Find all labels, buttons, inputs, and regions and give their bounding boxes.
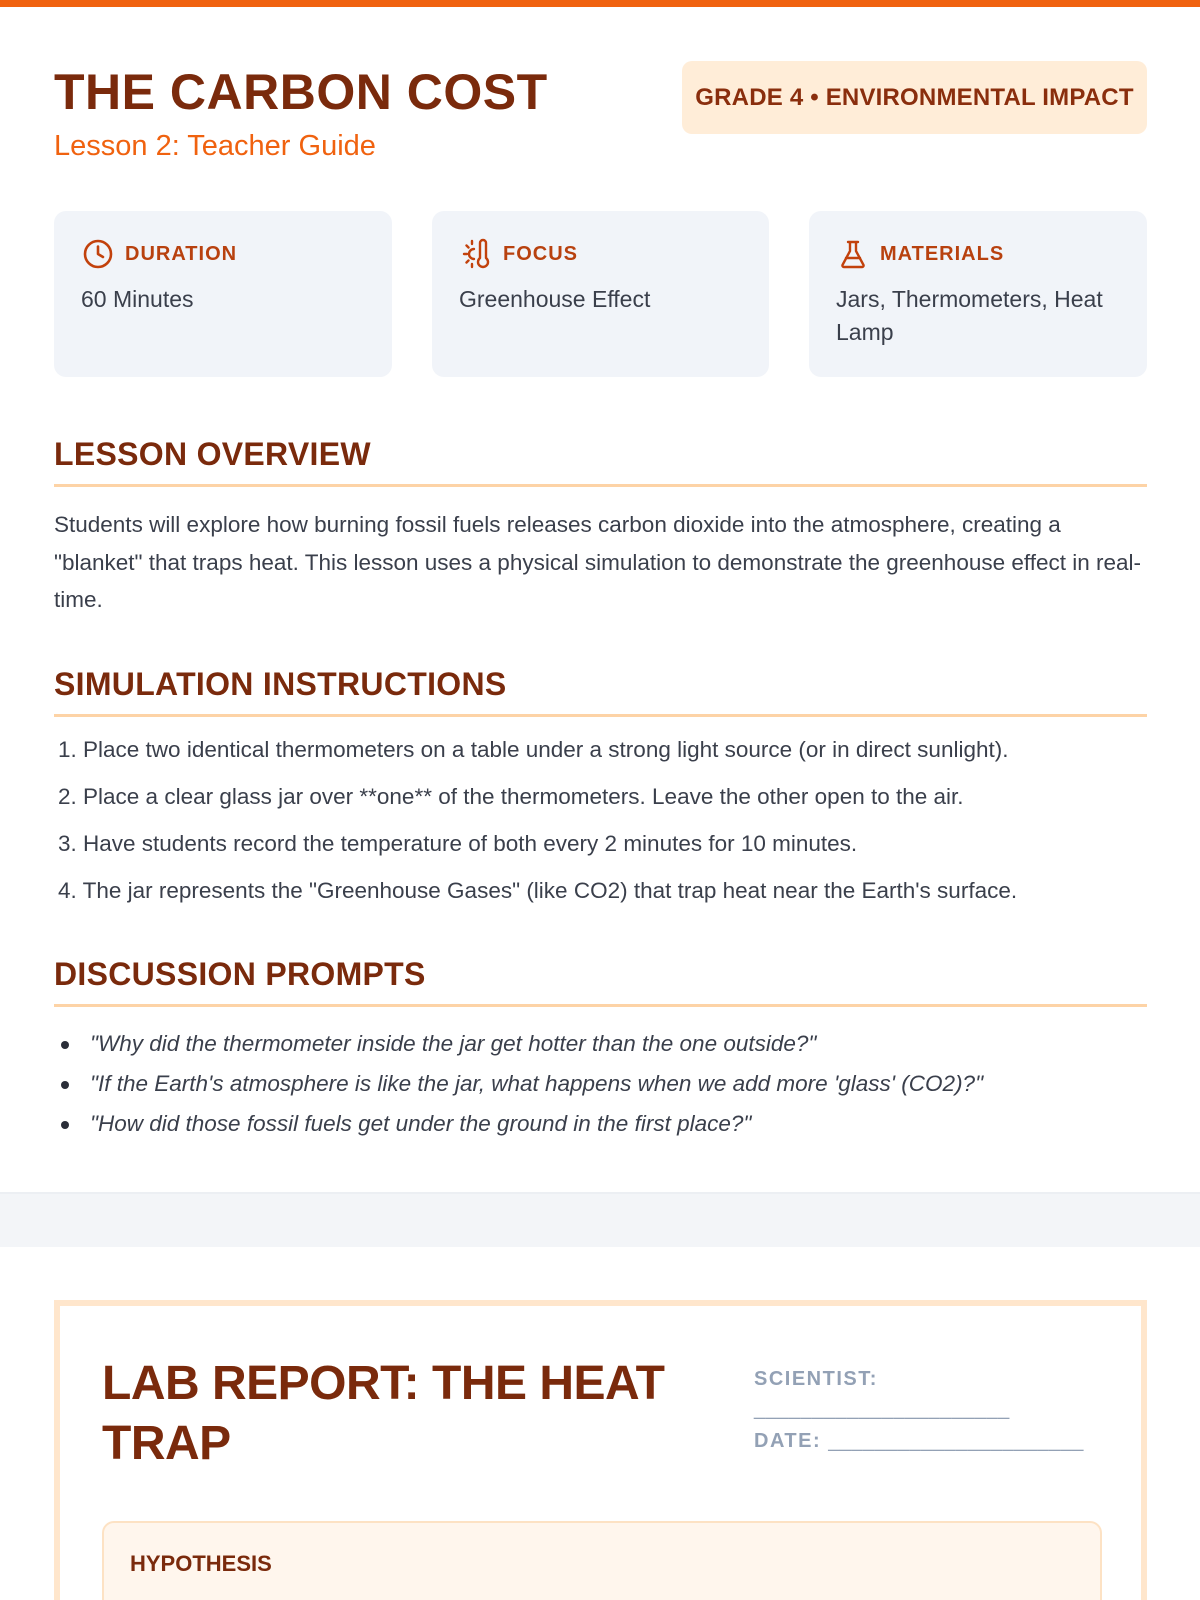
focus-card: [432, 211, 769, 377]
overview-divider: [54, 484, 1147, 487]
scientist-label: SCIENTIST:: [754, 1368, 878, 1390]
prompt-text: "How did those fossil fuels get under the ground in the first place?": [90, 1111, 752, 1136]
materials-card: [809, 211, 1147, 377]
discussion-prompts: [60, 1029, 1160, 1149]
lab-report-page: [54, 1300, 1147, 1600]
prompt-text: "Why did the thermometer inside the jar get hotter than the one outside?": [90, 1031, 817, 1056]
hypothesis-title: HYPOTHESIS: [130, 1551, 272, 1576]
date-input-line[interactable]: ______________________: [828, 1430, 1084, 1452]
clock-icon: [81, 237, 115, 271]
hypothesis-box: [102, 1521, 1102, 1600]
materials-title: MATERIALS: [880, 242, 1005, 265]
page-break: [0, 1192, 1200, 1247]
sun-thermometer-icon: [459, 237, 493, 271]
focus-value: Greenhouse Effect: [459, 286, 651, 312]
bullet-icon: [61, 1121, 69, 1129]
prompt-text: "If the Earth's atmosphere is like the jar, what happens when we add more 'glass' (CO2)?": [90, 1071, 984, 1096]
page-title: THE CARBON COST: [54, 64, 548, 120]
duration-title: DURATION: [125, 242, 238, 265]
materials-value: Jars, Thermometers, Heat Lamp: [836, 286, 1103, 345]
date-label: DATE:: [754, 1430, 822, 1452]
date-row: [754, 1426, 1104, 1456]
flask-icon: [836, 237, 870, 271]
discussion-prompt: [60, 1109, 1160, 1149]
overview-text: Students will explore how burning fossil fuels releases carbon dioxide into the atmosphere, creating a "blanket" that traps heat. This lesson uses a physical simulation to demonstrate the greenhouse effect in real-time.: [54, 512, 1142, 612]
instruction-step: 1. Place two identical thermometers on a table under a strong light source (or in direct sunlight).: [58, 737, 1009, 762]
discussion-heading: DISCUSSION PROMPTS: [54, 956, 426, 992]
duration-card: [54, 211, 392, 377]
instructions-divider: [54, 714, 1147, 717]
instruction-step: 3. Have students record the temperature of both every 2 minutes for 10 minutes.: [58, 831, 858, 856]
instructions-heading: SIMULATION INSTRUCTIONS: [54, 666, 507, 702]
duration-value: 60 Minutes: [81, 286, 194, 312]
overview-heading: LESSON OVERVIEW: [54, 436, 371, 472]
lab-report-meta: [754, 1364, 1104, 1456]
lab-report-title: LAB REPORT: THE HEAT TRAP: [102, 1357, 665, 1470]
instruction-step: 4. The jar represents the "Greenhouse Gases" (like CO2) that trap heat near the Earth's surface.: [58, 878, 1018, 903]
bullet-icon: [61, 1081, 69, 1089]
focus-title: FOCUS: [503, 242, 578, 265]
discussion-prompt: [60, 1029, 1160, 1069]
scientist-input-line[interactable]: ______________________: [754, 1398, 1010, 1420]
grade-badge: GRADE 4 • ENVIRONMENTAL IMPACT: [682, 61, 1147, 134]
discussion-divider: [54, 1004, 1147, 1007]
instruction-steps: [58, 735, 1168, 923]
page-subtitle: Lesson 2: Teacher Guide: [54, 130, 376, 162]
discussion-prompt: [60, 1069, 1160, 1109]
bullet-icon: [61, 1041, 69, 1049]
instruction-step: 2. Place a clear glass jar over **one** of the thermometers. Leave the other open to the air.: [58, 784, 964, 809]
